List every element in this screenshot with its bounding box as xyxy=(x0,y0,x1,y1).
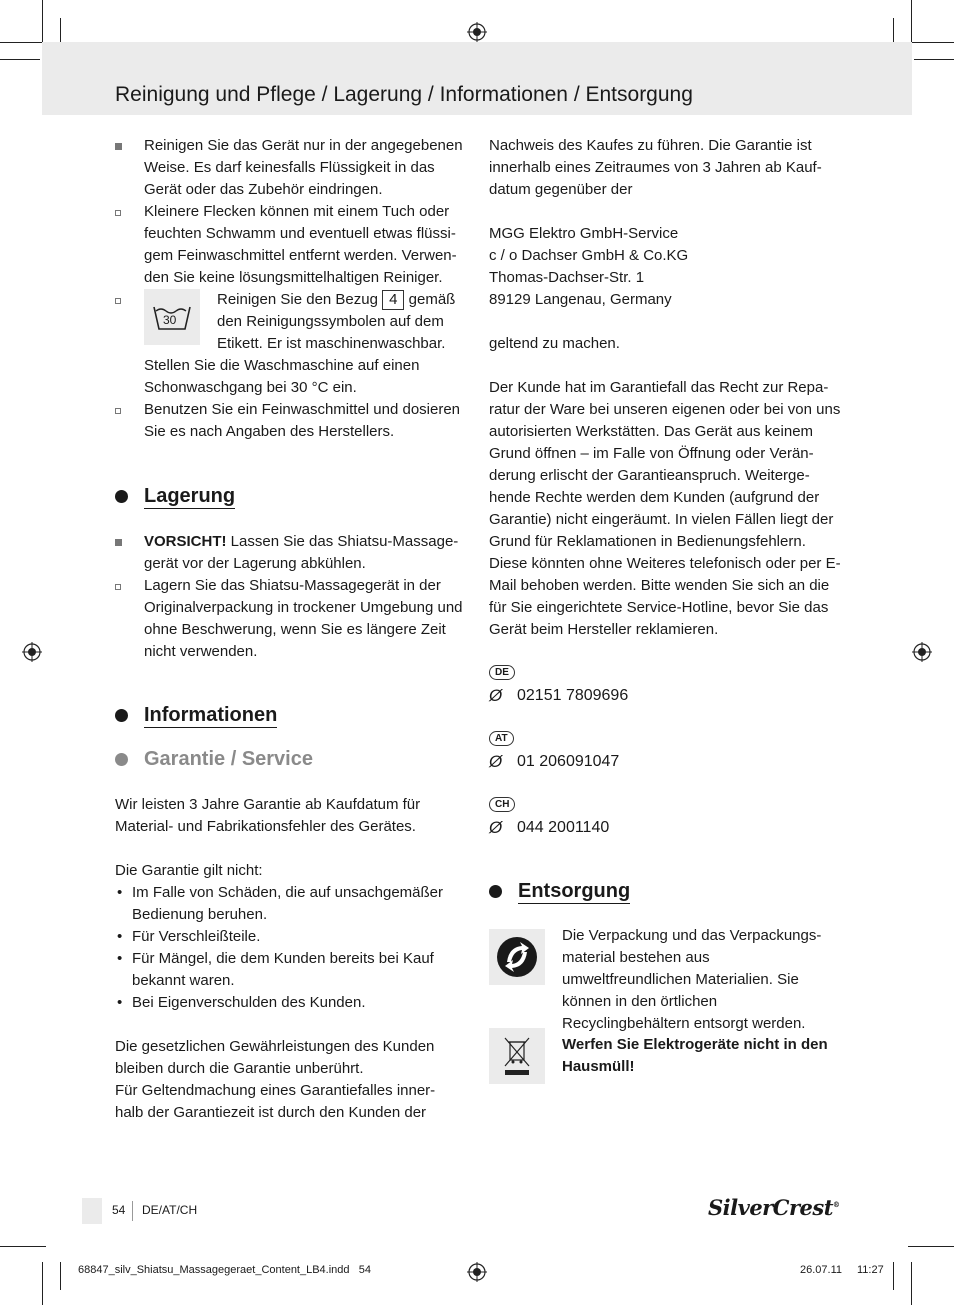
section-heading-informationen xyxy=(115,703,277,728)
heading-bullet-icon xyxy=(115,709,128,722)
list-item xyxy=(115,575,467,663)
heading-bullet-icon xyxy=(115,490,128,503)
paragraph: Nachweis des Kaufes zu führen. Die Garantie ist innerhalb eines Zeitraumes von 3 Jahren ab Kauf-datum gegenüber der xyxy=(489,137,822,198)
square-bullet-icon xyxy=(115,143,122,150)
crop-mark xyxy=(42,0,43,46)
paragraph: Die gesetzlichen Gewährleistungen des Kunden bleiben durch die Garantie unberührt. xyxy=(115,1038,435,1077)
address-line: c / o Dachser GmbH & Co.KG xyxy=(489,247,689,264)
phone-icon: Ø xyxy=(489,818,503,837)
wash-text: Reinigen Sie den Bezug xyxy=(217,291,378,308)
paragraph: Die Verpackung und das Verpackungs-material bestehen aus umweltfreundlichen Materialien. Sie können in den örtlichen Recyclingbehältern entsorgt werden. xyxy=(562,927,822,1032)
crop-mark xyxy=(914,59,954,60)
crop-mark xyxy=(911,1262,912,1305)
brand-name: SilverCrest xyxy=(708,1195,833,1220)
hotline-ch xyxy=(489,794,609,838)
garantie-text xyxy=(115,794,455,1124)
hotline-at xyxy=(489,728,619,772)
heading-text: Lagerung xyxy=(144,485,236,507)
page-number: 54 xyxy=(112,1203,126,1217)
crop-mark xyxy=(0,1246,46,1247)
paragraph: Die Garantie gilt nicht: xyxy=(115,862,263,879)
wash-text: Stellen Sie die Waschmaschine auf einen Schonwaschgang bei 30 °C ein. xyxy=(144,357,420,396)
list-item: • Für Verschleißteile. xyxy=(115,926,455,948)
weee-bin-icon xyxy=(489,1028,545,1084)
recycling-icon xyxy=(489,929,545,985)
square-bullet-icon xyxy=(115,539,122,546)
crop-mark xyxy=(0,42,46,43)
phone-number: 044 2001140 xyxy=(517,819,610,836)
heading-text: Entsorgung xyxy=(518,880,631,902)
crop-mark xyxy=(42,1262,43,1305)
registration-mark-icon xyxy=(467,1262,487,1282)
list-item-text: Kleinere Flecken können mit einem Tuch oder feuchten Schwamm und eventuell etwas flüssi-gem Feinwaschmittel entfernt werden. Verwen-den Sie keine lösungsmittelhaltigen Reiniger. xyxy=(144,203,457,286)
phone-icon: Ø xyxy=(489,686,503,705)
crop-mark xyxy=(908,42,954,43)
list-item: • Bei Eigenverschulden des Kunden. xyxy=(115,992,455,1014)
heading-text: Informationen xyxy=(144,704,278,726)
footer-tab xyxy=(82,1198,102,1224)
wash-text: den Reinigungssymbolen auf dem xyxy=(217,313,444,330)
brand-logo: SilverCrest® xyxy=(708,1195,840,1220)
registration-mark-icon xyxy=(467,22,487,42)
list-item xyxy=(115,201,467,289)
print-date: 26.07.11 xyxy=(800,1264,843,1276)
wash-text: gemäß xyxy=(408,291,456,308)
right-column-text xyxy=(489,135,841,641)
file-info: 68847_silv_Shiatsu_Massagegeraet_Content_LB4.indd 54 xyxy=(78,1264,371,1276)
address-line: Thomas-Dachser-Str. 1 xyxy=(489,269,645,286)
open-square-bullet-icon xyxy=(115,298,121,304)
phone-number: 01 206091047 xyxy=(517,753,620,770)
list-item: • Für Mängel, die dem Kunden bereits bei Kauf bekannt waren. xyxy=(115,948,455,992)
crop-mark xyxy=(60,1262,61,1290)
address-line: 89129 Langenau, Germany xyxy=(489,291,672,308)
warning-label: VORSICHT! xyxy=(144,533,227,550)
list-item xyxy=(115,289,467,399)
list-item xyxy=(115,399,467,443)
region-label: DE/AT/CH xyxy=(142,1203,198,1217)
crop-mark xyxy=(908,1246,954,1247)
crop-mark xyxy=(893,1262,894,1290)
section-heading-lagerung xyxy=(115,484,235,509)
print-time: 11:27 xyxy=(857,1264,884,1276)
reference-number-box: 4 xyxy=(382,290,404,310)
wash-text: Etikett. Er ist maschinenwaschbar. xyxy=(217,335,446,352)
paragraph: Wir leisten 3 Jahre Garantie ab Kaufdatum für Material- und Fabrikationsfehler des Gerätes. xyxy=(115,796,421,835)
country-badge: DE xyxy=(489,665,515,680)
section-heading-entsorgung xyxy=(489,879,630,904)
registration-mark-icon xyxy=(22,642,42,662)
open-square-bullet-icon xyxy=(115,584,121,590)
open-square-bullet-icon xyxy=(115,408,121,414)
hotline-de xyxy=(489,662,628,706)
country-badge: AT xyxy=(489,731,514,746)
phone-number: 02151 7809696 xyxy=(517,687,629,704)
address-line: MGG Elektro GmbH-Service xyxy=(489,225,679,242)
wash-symbol-icon xyxy=(144,289,200,345)
registration-mark-icon xyxy=(912,642,932,662)
list-item-text: Reinigen Sie das Gerät nur in der angegebenen Weise. Es darf keinesfalls Flüssigkeit in das Gerät oder das Zubehör eindringen. xyxy=(144,137,463,198)
heading-bullet-icon xyxy=(115,753,128,766)
phone-icon: Ø xyxy=(489,752,503,771)
crop-mark xyxy=(911,0,912,46)
list-item-text: Lassen Sie das Shiatsu-Massage-gerät vor der Lagerung abkühlen. xyxy=(144,533,459,572)
wash-temperature-label: 30 xyxy=(163,313,177,327)
reinigung-list xyxy=(115,135,467,443)
section-heading-garantie xyxy=(115,747,313,771)
warning-paragraph: Werfen Sie Elektrogeräte nicht in den Hausmüll! xyxy=(562,1036,828,1075)
divider xyxy=(132,1201,133,1221)
paragraph: geltend zu machen. xyxy=(489,335,620,352)
heading-text: Garantie / Service xyxy=(144,748,313,770)
list-item xyxy=(115,531,467,575)
list-item-text: Benutzen Sie ein Feinwaschmittel und dosieren Sie es nach Angaben des Herstellers. xyxy=(144,401,461,440)
list-item: • Im Falle von Schäden, die auf unsachgemäßer Bedienung beruhen. xyxy=(115,882,455,926)
paragraph: Der Kunde hat im Garantiefall das Recht zur Repa-ratur der Ware bei unseren eigenen oder bei von uns autorisierten Werkstätten. Das Gerät aus keinem Grund öffnen – im Falle von Öffnung oder Verän-derung erlischt der Garantieanspruch. Weiterge-hende Rechte werden dem Kunden (aufgrund der Garantie) nicht eingeräumt. In vielen Fällen liegt der Grund für Reklamationen in Bedienungsfehlern. Diese könnten ohne Weiteres telefonisch oder per E-Mail behoben werden. Bitte wenden Sie sich an die für Sie eingerichtete Service-Hotline, bevor Sie das Gerät beim Hersteller reklamieren. xyxy=(489,379,841,638)
heading-bullet-icon xyxy=(489,885,502,898)
country-badge: CH xyxy=(489,797,515,812)
list-item xyxy=(115,135,467,201)
paragraph: Für Geltendmachung eines Garantiefalles inner-halb der Garantiezeit ist durch den Kunden der xyxy=(115,1082,436,1121)
list-item-text: Lagern Sie das Shiatsu-Massagegerät in der Originalverpackung in trockener Umgebung und ohne Beschwerung, wenn Sie es längere Zeit nicht verwenden. xyxy=(144,577,463,660)
open-square-bullet-icon xyxy=(115,210,121,216)
lagerung-list xyxy=(115,531,467,663)
page-title: Reinigung und Pflege / Lagerung / Informationen / Entsorgung xyxy=(115,83,693,106)
crop-mark xyxy=(0,59,40,60)
